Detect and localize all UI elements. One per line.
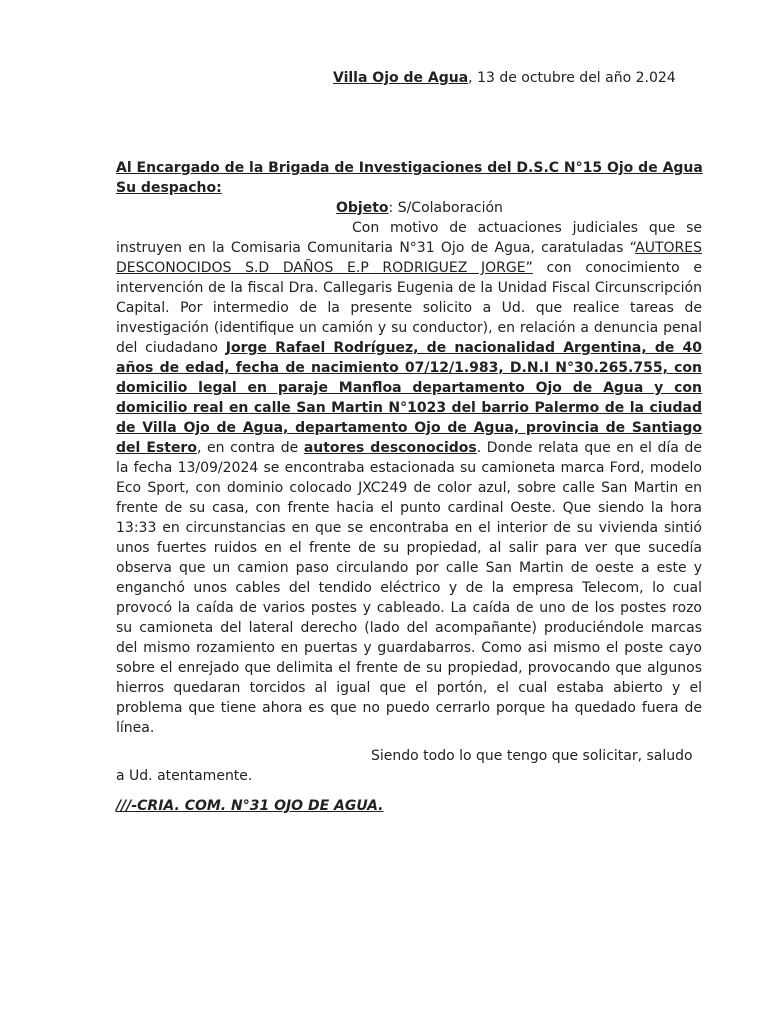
body-paragraph (116, 218, 702, 738)
signature-line: ///-CRIA. COM. N°31 OJO DE AGUA. (116, 798, 384, 814)
body-text-1: Con motivo de actuaciones judiciales que se instruyen en la Comisaria Comunitaria N°31 Ojo de Agua, caratuladas “ (116, 220, 702, 256)
body-text-4: . Donde relata que en el día de la fecha 13/09/2024 se encontraba estacionada su camioneta marca Ford, modelo Eco Sport, con dominio colocado JXC249 de color azul, sobre calle San Martin en frente de su casa, con frente hacia el punto cardinal Oeste. Que siendo la hora 13:33 en circunstancias en que se encontraba en el interior de su vivienda sintió unos fuertes ruidos en el frente de su propiedad, al salir para ver que sucedía observa que un camion paso circulando por calle San Martin de oeste a este y enganchó unos cables del tendido eléctrico y de la empresa Telecom, lo cual provocó la caída de varios postes y cableado. La caída de uno de los postes rozo su camioneta del lateral derecho (lado del acompañante) produciéndole marcas del mismo rozamiento en puertas y guardabarros. Como asi mismo el poste cayo sobre el enrejado que delimita el frente de su propiedad, provocando que algunos hierros quedaran torcidos al igual que el portón, el cual estaba abierto y el problema que tiene ahora es que no puedo cerrarlo porque ha quedado fuera de línea. (116, 440, 702, 736)
subject-label: Objeto (336, 200, 389, 216)
body-text-3: , en contra de (196, 440, 304, 456)
addressee-block (116, 158, 716, 198)
closing-salutation: a Ud. atentamente. (116, 768, 253, 784)
subject-line (336, 198, 503, 218)
place-name: Villa Ojo de Agua (333, 70, 469, 86)
closing-line: Siendo todo lo que tengo que solicitar, saludo (371, 748, 693, 764)
date-line (333, 68, 753, 88)
addressee-office: Su despacho: (116, 180, 222, 196)
body-text-2: con conocimiento e intervención de la fiscal Dra. Callegaris Eugenia de la Unidad Fiscal Circunscripción Capital. Por intermedio de la presente solicito a Ud. que realice tareas de investigación (identifique un camión y su conductor), en relación a denuncia penal del ciudadano (116, 260, 702, 356)
subject-value: : S/Colaboración (388, 200, 503, 216)
complainant-details: Jorge Rafael Rodríguez, de nacionalidad Argentina, de 40 años de edad, fecha de nacimiento 07/12/1.983, D.N.I N°30.265.755, con domicilio legal en paraje Manfloa departamento Ojo de Agua y con domicilio real en calle San Martin N°1023 del barrio Palermo de la ciudad de Villa Ojo de Agua, departamento Ojo de Agua, provincia de Santiago del Estero (116, 340, 703, 456)
addressee-line: Al Encargado de la Brigada de Investigaciones del D.S.C N°15 Ojo de Agua (116, 160, 703, 176)
date-text: , 13 de octubre del año 2.024 (468, 70, 676, 86)
case-title: AUTORES DESCONOCIDOS S.D DAÑOS E.P RODRIGUEZ JORGE” (116, 240, 702, 276)
accused-party: autores desconocidos (303, 440, 477, 456)
